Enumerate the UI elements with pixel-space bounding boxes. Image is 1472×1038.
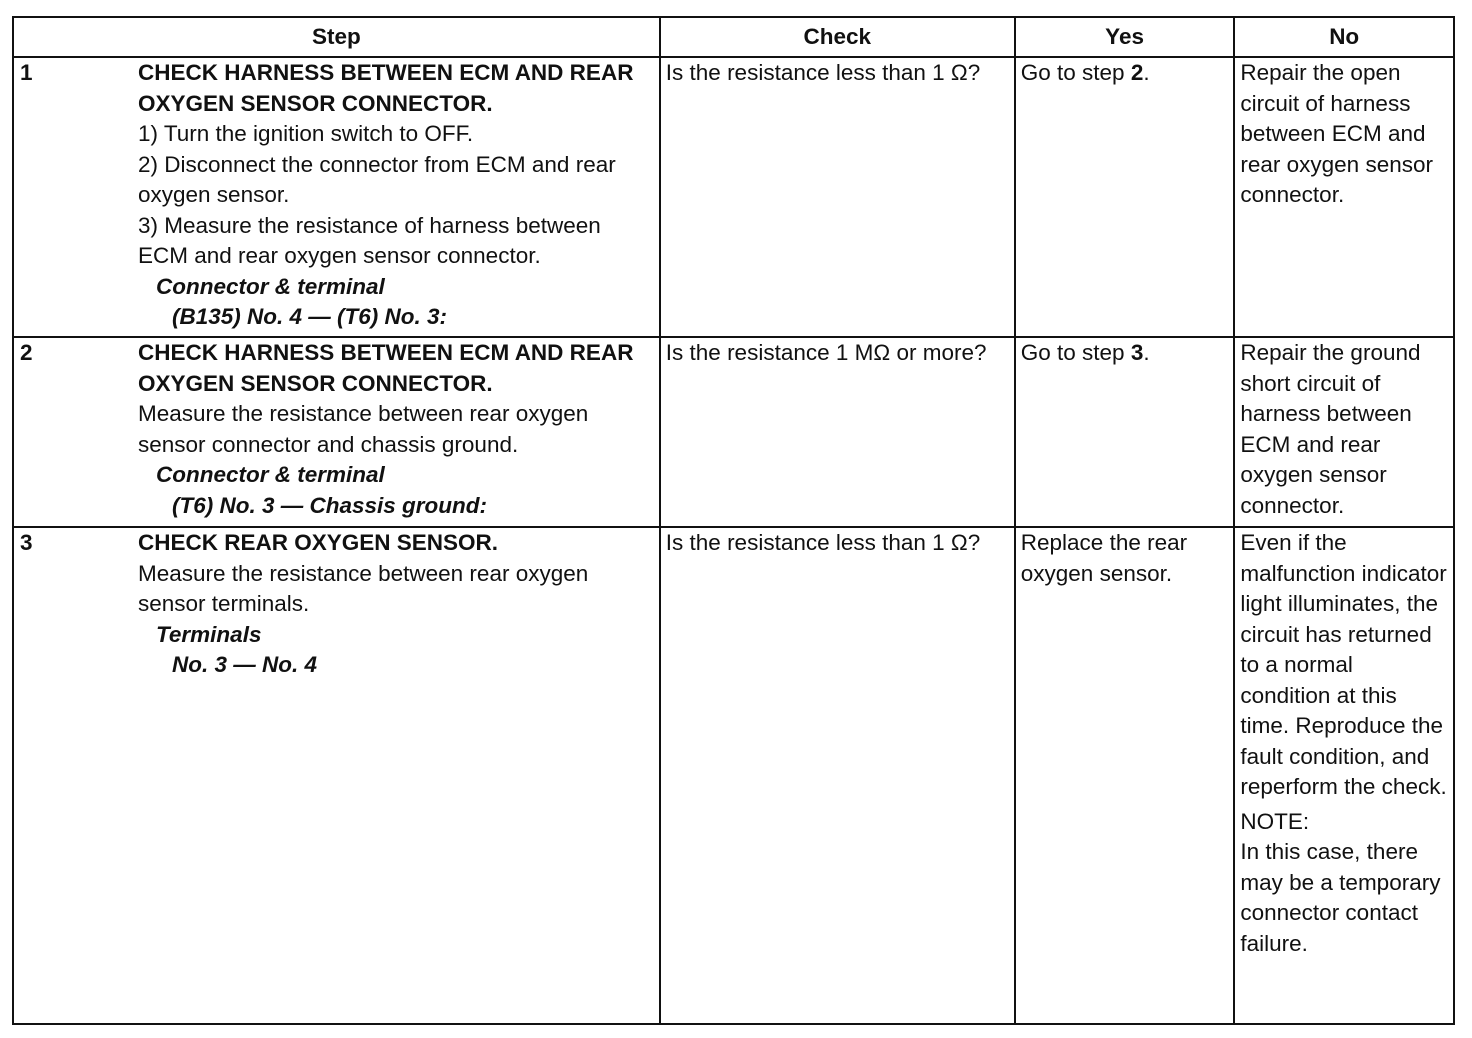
step-instruction: 1) Turn the ignition switch to OFF. <box>138 121 474 146</box>
check-cell: Is the resistance 1 MΩ or more? <box>660 337 1015 527</box>
spec-value: No. 3 — No. 4 <box>172 652 318 677</box>
header-no: No <box>1234 17 1454 57</box>
step-instruction: 2) Disconnect the connector from ECM and rear oxygen sensor. <box>138 151 616 207</box>
yes-suffix: . <box>1143 60 1150 85</box>
step-number: 1 <box>20 60 33 85</box>
header-step: Step <box>13 17 660 57</box>
yes-cell <box>1015 337 1235 527</box>
step-title: CHECK REAR OXYGEN SENSOR. <box>138 530 499 555</box>
no-cell <box>1234 527 1454 1024</box>
step-number: 2 <box>20 340 33 365</box>
yes-step-number: 2 <box>1130 60 1144 85</box>
step-cell <box>13 527 660 1024</box>
step-number: 3 <box>20 530 33 555</box>
step-instruction: 3) Measure the resistance of harness between ECM and rear oxygen sensor connector. <box>138 212 601 268</box>
spec-value: (T6) No. 3 — Chassis ground: <box>172 492 488 518</box>
table-row <box>13 337 1454 527</box>
header-check: Check <box>660 17 1015 57</box>
check-cell: Is the resistance less than 1 Ω? <box>660 527 1015 1024</box>
step-title: CHECK HARNESS BETWEEN ECM AND REAR OXYGEN SENSOR CONNECTOR. <box>138 60 634 116</box>
no-cell: Repair the ground short circuit of harness between ECM and rear oxygen sensor connector. <box>1234 337 1454 527</box>
yes-suffix: . <box>1143 340 1150 365</box>
spec-label: Connector & terminal <box>156 273 385 299</box>
yes-cell <box>1015 57 1235 337</box>
step-title: CHECK HARNESS BETWEEN ECM AND REAR OXYGEN SENSOR CONNECTOR. <box>138 340 634 396</box>
yes-step-number: 3 <box>1130 340 1144 365</box>
note-label: NOTE: <box>1240 808 1310 834</box>
spec-label: Terminals <box>156 621 262 647</box>
step-instruction: Measure the resistance between rear oxygen sensor connector and chassis ground. <box>138 401 589 457</box>
yes-cell: Replace the rear oxygen sensor. <box>1015 527 1235 1024</box>
table-row <box>13 527 1454 1024</box>
no-cell: Repair the open circuit of harness between ECM and rear oxygen sensor connector. <box>1234 57 1454 337</box>
step-instruction: Measure the resistance between rear oxygen sensor terminals. <box>138 560 589 616</box>
yes-text: Go to step <box>1020 340 1131 365</box>
step-cell <box>13 337 660 527</box>
no-text: Even if the malfunction indicator light illuminates, the circuit has returned to a normal condition at this time. Reproduce the fault condition, and reperform the check. <box>1240 530 1447 799</box>
diagnostic-procedure-table <box>12 16 1455 1025</box>
step-cell <box>13 57 660 337</box>
spec-label: Connector & terminal <box>156 462 385 487</box>
header-yes: Yes <box>1015 17 1235 57</box>
spec-value: (B135) No. 4 — (T6) No. 3: <box>172 304 448 329</box>
yes-text: Go to step <box>1020 60 1131 85</box>
table-row <box>13 57 1454 337</box>
check-cell: Is the resistance less than 1 Ω? <box>660 57 1015 337</box>
note-text: In this case, there may be a temporary connector contact failure. <box>1240 839 1441 956</box>
table-header-row <box>13 17 1454 57</box>
